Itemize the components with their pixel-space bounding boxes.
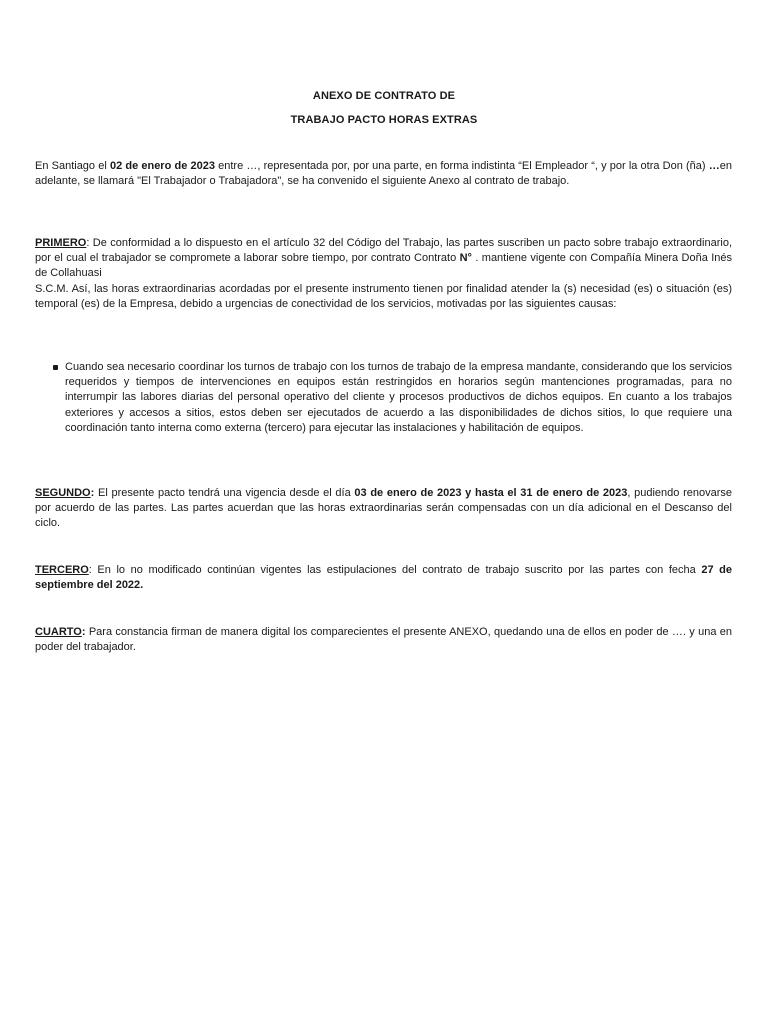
intro-text-2: entre …, representada por, por una parte, en forma indistinta “El Empleador “, y por la otra Don (ña) [214, 160, 709, 172]
tercero-text-1: : En lo no modificado continúan vigentes las estipulaciones del contrato de trabajo suscrito por las partes con fecha [88, 564, 702, 576]
tercero-heading: TERCERO [35, 564, 89, 576]
primero-text-2: . mantiene vigente con Compañía Minera Doña Inés de Collahuasi [35, 252, 732, 280]
document-title-line-2: TRABAJO PACTO HORAS EXTRAS [290, 114, 478, 126]
tercero-paragraph [35, 563, 732, 593]
intro-text-1: En Santiago el [35, 160, 110, 172]
primero-paragraph [35, 236, 732, 312]
list-item-text: Cuando sea necesario coordinar los turnos de trabajo con los turnos de trabajo de la empresa mandante, considerando que los servicios requeridos y tiempos de intervenciones en equipos están restringidos en horarios según mantenciones programadas, para no interrumpir las labores diarias del personal operativo del cliente y procesos productivos de dichos equipos. En cuanto a los trabajos exteriores y accesos a sitios, estos deben ser ejecutados de acuerdo a las disponibilidades de dichos sitios, lo que requiere una coordinación tanto interna como externa (tercero) para ejecutar las instalaciones y habilitación de equipos. [65, 361, 732, 434]
tercero-period: . [140, 579, 144, 592]
cuarto-paragraph [35, 625, 732, 655]
segundo-paragraph [35, 486, 732, 532]
primero-heading: PRIMERO [35, 237, 87, 249]
primero-text-1: : De conformidad a lo dispuesto en el artículo 32 del Código del Trabajo, las partes suscriben un pacto sobre trabajo extraordinario, por el cual el trabajador se compromete a laborar sobre tiempo, por contrato Contrato [35, 237, 732, 265]
cuarto-colon: : [81, 626, 86, 638]
segundo-text-2: , pudiendo renovarse por acuerdo de las partes. Las partes acuerdan que las horas extraordinarias serán compensadas con un día adicional en el Descanso del ciclo. [35, 487, 732, 530]
segundo-text-1: El presente pacto tendrá una vigencia desde el día [94, 487, 355, 499]
segundo-dates: 03 de enero de 2023 y hasta el 31 de enero de 2023 [354, 487, 628, 499]
tercero-date: 27 de septiembre del 2022 [35, 564, 732, 592]
intro-ellipsis: … [708, 160, 720, 172]
intro-text-3: en adelante, se llamará "El Trabajador o Trabajadora", se ha convenido el siguiente Anexo al contrato de trabajo. [35, 160, 732, 188]
document-title-line-1: ANEXO DE CONTRATO DE [312, 90, 456, 102]
cuarto-heading: CUARTO [35, 626, 82, 638]
segundo-colon: : [90, 487, 95, 499]
primero-text-3: S.C.M. Así, las horas extraordinarias acordadas por el presente instrumento tienen por finalidad atender la (s) necesidad (es) o situación (es) temporal (es) de la Empresa, debido a urgencias de conectividad de los servicios, motivadas por las siguientes causas: [35, 282, 732, 310]
intro-date: 02 de enero de 2023 [109, 160, 215, 172]
primero-contract-number: N° [459, 252, 476, 265]
list-item [35, 360, 732, 436]
bullet-icon [53, 365, 58, 370]
segundo-heading: SEGUNDO [35, 487, 91, 499]
cuarto-text-1: Para constancia firman de manera digital los comparecientes el presente ANEXO, quedando una de ellos en poder de …. y una en poder del trabajador. [35, 626, 732, 654]
causes-list [35, 360, 732, 436]
intro-paragraph [35, 159, 732, 189]
